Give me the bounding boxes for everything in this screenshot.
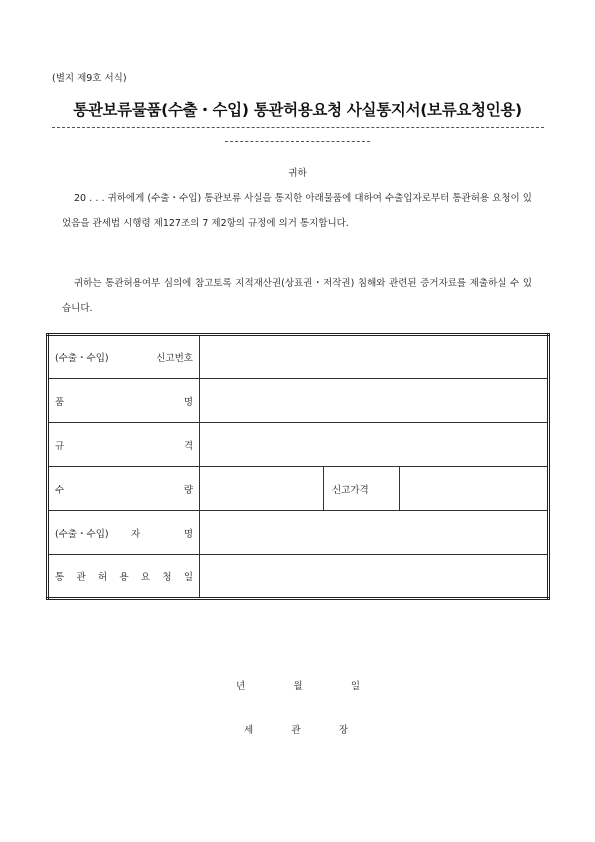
table-row xyxy=(48,379,549,423)
specification-field[interactable] xyxy=(200,423,549,467)
table-row xyxy=(48,467,549,511)
document-title: 통관보류물품(수출・수입) 통관허용요청 사실통지서(보류요청인용) xyxy=(73,101,522,119)
table-row xyxy=(48,511,549,555)
trader-name-field[interactable] xyxy=(200,511,549,555)
item-name-field[interactable] xyxy=(200,379,549,423)
declaration-number-label xyxy=(48,335,200,379)
item-name-label: 품 명 xyxy=(48,379,200,423)
notice-paragraph: 20 . . . 귀하에게 (수출・수입) 통관보류 사실을 통지한 아래물품에 대하여 수출입자로부터 통관허용 요청이 있었음을 관세법 시행령 제127조의 7 제2항의 규정에 의거 통지합니다. xyxy=(62,193,532,229)
direction-prefix: (수출・수입) xyxy=(55,353,109,364)
clearance-request-date-label: 통 관 허 용 요 청 일 xyxy=(48,555,200,599)
year-label: 년 xyxy=(236,681,246,692)
form-number: (별지 제9호 서식) xyxy=(52,73,127,84)
trader-name-label: (수출・수입) 자 명 xyxy=(48,511,200,555)
specification-label: 규 격 xyxy=(48,423,200,467)
quantity-label: 수 량 xyxy=(48,467,200,511)
declaration-number-text: 신고번호 xyxy=(156,353,193,364)
table-row xyxy=(48,423,549,467)
table-row xyxy=(48,555,549,599)
title-divider xyxy=(52,127,544,128)
evidence-paragraph: 귀하는 통관허용여부 심의에 참고토록 지적재산권(상표권・저작권) 침해와 관련된 증거자료를 제출하실 수 있습니다. xyxy=(62,278,532,314)
quantity-field[interactable] xyxy=(200,467,324,511)
month-label: 월 xyxy=(293,681,303,692)
recipient-label: 귀하 xyxy=(288,168,307,179)
customs-office-signer: 세 관 장 xyxy=(244,725,348,736)
direction-prefix: (수출・수입) xyxy=(55,528,109,540)
clearance-request-date-field[interactable] xyxy=(200,555,549,599)
title-divider-short xyxy=(225,141,370,142)
goods-info-table xyxy=(46,333,550,600)
declaration-number-field[interactable] xyxy=(200,335,549,379)
table-row xyxy=(48,335,549,379)
issue-date xyxy=(236,678,360,692)
declared-price-field[interactable] xyxy=(400,467,549,511)
declared-price-label: 신고가격 xyxy=(324,467,400,511)
day-label: 일 xyxy=(350,681,360,692)
